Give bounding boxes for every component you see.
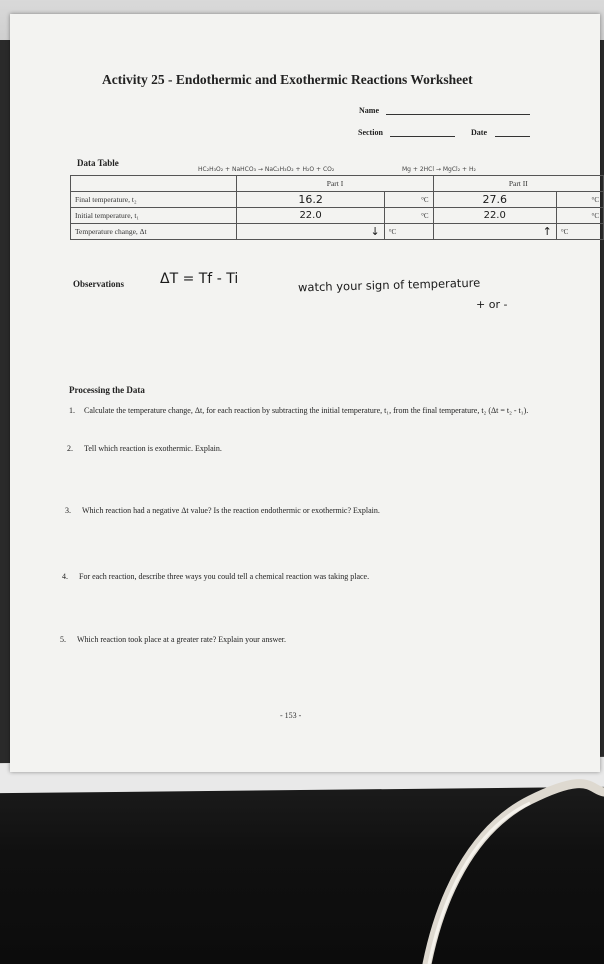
handwritten-formula: ΔT = Tf - Ti [160, 271, 239, 287]
data-table-heading: Data Table [77, 158, 119, 168]
unit-cell: °C [384, 208, 433, 224]
row-label: Final temperature, t₂ [71, 192, 237, 208]
row-label: Initial temperature, t₁ [71, 208, 237, 224]
cell-value: ↑ [433, 224, 556, 240]
cell-value: ↓ [237, 224, 384, 240]
question-number: 5. [60, 635, 66, 644]
unit-cell: °C [384, 192, 433, 208]
unit-cell: °C [556, 224, 603, 240]
question-text: Which reaction had a negative Δt value? Is the reaction endothermic or exothermic? Explain. [82, 506, 380, 515]
unit-cell: °C [556, 208, 603, 224]
row-label: Temperature change, Δt [71, 224, 237, 240]
cell-value: 16.2 [237, 192, 384, 208]
worksheet-title: Activity 25 - Endothermic and Exothermic Reactions Worksheet [102, 72, 473, 87]
equation-part1: HC₂H₃O₂ + NaHCO₃ → NaC₂H₃O₂ + H₂O + CO₂ [198, 166, 335, 173]
question-text: Calculate the temperature change, Δt, for each reaction by subtracting the initial temperature, t₁, from the final temperature, t₂ (Δt = t₂ - t₁). [84, 406, 529, 415]
cell-value: 27.6 [433, 192, 556, 208]
handwritten-note: watch your sign of temperature [297, 275, 481, 295]
unit-cell: °C [556, 192, 603, 208]
unit-cell: °C [384, 224, 433, 240]
question-number: 3. [65, 506, 71, 515]
question-text: For each reaction, describe three ways you could tell a chemical reaction was taking place. [79, 572, 370, 581]
column-part2: Part II [433, 176, 603, 192]
name-label: Name [359, 106, 379, 115]
equation-part2: Mg + 2HCl → MgCl₂ + H₂ [402, 166, 476, 173]
page-number: - 153 - [280, 711, 302, 720]
question-text: Which reaction took place at a greater rate? Explain your answer. [77, 635, 287, 644]
processing-heading: Processing the Data [69, 385, 145, 395]
date-label: Date [471, 128, 487, 137]
cell-value: 22.0 [433, 208, 556, 224]
question-text: Tell which reaction is exothermic. Explain. [84, 444, 222, 453]
question-number: 1. [69, 406, 75, 415]
observations-label: Observations [73, 279, 125, 289]
handwritten-sign-note: + or - [476, 298, 508, 311]
question-number: 2. [67, 444, 73, 453]
cell-value: 22.0 [237, 208, 384, 224]
column-part1: Part I [237, 176, 433, 192]
section-label: Section [358, 128, 383, 137]
question-number: 4. [62, 572, 68, 581]
